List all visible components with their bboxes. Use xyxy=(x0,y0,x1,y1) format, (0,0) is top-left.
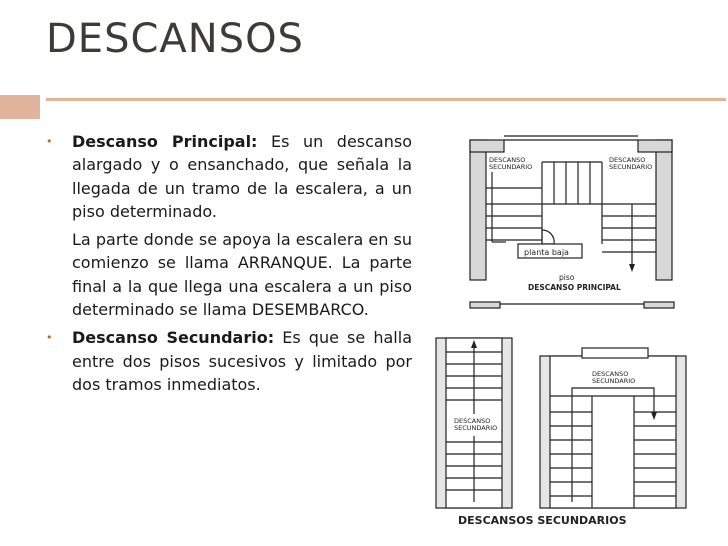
label-descanso-secundario-right-1: DESCANSO xyxy=(592,370,629,378)
caption-descansos-secundarios: DESCANSOS SECUNDARIOS xyxy=(458,514,627,527)
label-descanso-secundario-left-1: DESCANSO xyxy=(489,156,526,164)
label-planta-baja: planta baja xyxy=(524,248,569,257)
label-descanso-secundario-right-2: SECUNDARIO xyxy=(592,377,636,385)
label-descanso-secundario-left-1: DESCANSO xyxy=(454,417,491,425)
bullet-term: Descanso Principal: xyxy=(72,132,258,151)
label-descanso-secundario-right-2: SECUNDARIO xyxy=(609,163,653,171)
bullet-extra-paragraph: La parte donde se apoya la escalera en su comienzo se llama ARRANQUE. La parte final a la que llega una escalera a un piso determinado se llama DESEMBARCO. xyxy=(72,230,412,320)
bullet-term: Descanso Secundario: xyxy=(72,328,275,348)
bullet-definition: Es un descanso alargado y o ensanchado, que señala la llegada de un tramo de la escalera, a un piso determinado. xyxy=(72,132,413,221)
bullet-item xyxy=(46,130,412,223)
slide-title: DESCANSOS xyxy=(46,16,304,62)
descanso-principal-diagram xyxy=(462,132,684,312)
caption-descanso-principal: DESCANSO PRINCIPAL xyxy=(528,283,621,292)
label-descanso-secundario-left-2: SECUNDARIO xyxy=(489,163,533,171)
descansos-secundarios-diagram xyxy=(432,334,690,534)
slide-body xyxy=(46,130,412,396)
label-descanso-secundario-right-1: DESCANSO xyxy=(609,156,646,164)
bullet-text xyxy=(72,326,412,396)
bullet-text xyxy=(72,130,412,223)
label-descanso-secundario-left-2: SECUNDARIO xyxy=(454,424,498,432)
bullet-definition: Es que se halla entre dos pisos sucesivos y limitado por dos tramos inmediatos. xyxy=(72,328,412,394)
title-underline xyxy=(46,98,726,101)
bullet-item xyxy=(46,326,412,396)
bullet-icon: • xyxy=(46,135,53,148)
label-piso: piso xyxy=(559,273,575,282)
title-accent-block xyxy=(0,95,40,119)
bullet-icon: • xyxy=(46,331,53,345)
